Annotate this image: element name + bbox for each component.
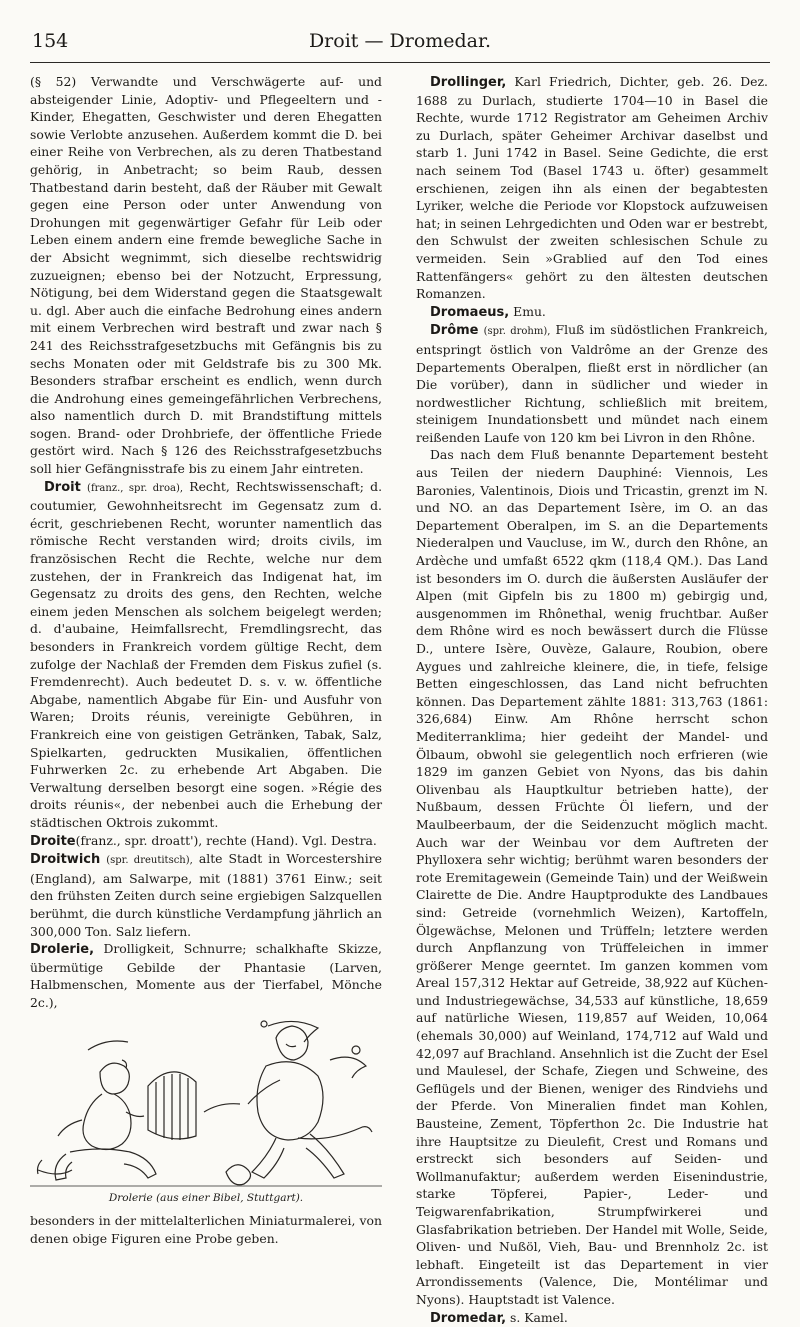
entry-dromedar (416, 1309, 768, 1327)
entry-drolerie-text: Drolligkeit, Schnurre; schalkhafte Skizze, übermütige Gebilde der Phantasie (Larven, Halbmenschen, Momente aus der Tierfabel, Mönche 2c.), (30, 941, 382, 1010)
entry-drolerie-continuation: besonders in der mittelalterlichen Miniaturmalerei, von denen obige Figuren eine Probe geben. (30, 1213, 382, 1246)
running-head: Droit — Dromedar. (308, 30, 492, 52)
headword-drolerie: Drolerie, (30, 942, 95, 958)
entry-droit (30, 478, 382, 832)
pronunciation-drome: (spr. drohm), (483, 326, 551, 338)
entry-drohung-continuation: (§ 52) Verwandte und Verschwägerte auf- und absteigender Linie, Adoptiv- und Pflegeeltern und -Kinder, Ehegatten, Geschwister und deren Ehegatten sowie Verlobte anzusehen. Außerdem kommt die D. bei einer Reihe von Verbrechen, als zu deren Thatbestand gehörig, in Anbetracht; so beim Raub, dessen Thatbestand darin besteht, daß der Räuber mit Gewalt gegen eine Person oder unter Anwendung von Drohungen mit gegenwärtiger Gefahr für Leib oder Leben einem andern eine fremde bewegliche Sache in der Absicht wegnimmt, sich dieselbe rechtswidrig zuzueignen; ebenso bei der Notzucht, Erpressung, Nötigung, bei dem Widerstand gegen die Staatsgewalt u. dgl. Aber auch die einfache Bedrohung eines andern mit einem Verbrechen wird bestraft und zwar nach § 241 des Reichsstrafgesetzbuchs mit Gefängnis bis zu sechs Monaten oder mit Geldstrafe bis zu 300 Mk. Besonders strafbar erscheint es endlich, wenn durch die Androhung eines gemeingefährlichen Verbrechens, also namentlich durch D. mit Brandstiftung mittels sogen. Brand- oder Drohbriefe, der öffentliche Friede gestört wird. Nach § 126 des Reichsstrafgesetzbuchs soll hier Gefängnisstrafe bis zu einem Jahr eintreten. (30, 74, 382, 477)
entry-droitwich-text: alte Stadt in Worcestershire (England), am Salwarpe, mit (1881) 3761 Einw.; seit den frühsten Zeiten durch seine ergiebigen Salzquellen berühmt, die durch künstliche Verdampfung jährlich an 300,000 Ton. Salz liefern. (30, 851, 382, 939)
headword-dromedar: Dromedar, (430, 1310, 507, 1326)
headword-dromaeus: Dromaeus, (430, 304, 510, 320)
pronunciation-droitwich: (spr. dreutitsch), (106, 855, 193, 867)
drolerie-illustration (30, 1020, 382, 1192)
entry-dromaeus (416, 303, 768, 322)
entry-dromaeus-text: Emu. (513, 303, 546, 319)
left-column (30, 73, 382, 1011)
page-number: 154 (32, 30, 69, 52)
right-column (416, 73, 768, 1327)
entry-dromedar-text: s. Kamel. (509, 1309, 568, 1325)
entry-drollinger-text: Karl Friedrich, Dichter, geb. 26. Dez. 1688 zu Durlach, studierte 1704—10 in Basel die Rechte, wurde 1712 Registrator am Geheimen Archiv zu Durlach, später Geheimer Archivar daselbst und starb 1. Juni 1742 in Basel. Seine Gedichte, die erst nach seinem Tod (Basel 1743 u. öfter) gesammelt erschienen, zeigen ihn als einen der begabtesten Lyriker, welche die Periode vor Klopstock aufzuweisen hat; in seinen Lehrgedichten und Oden war er bestrebt, den Schwulst der zweiten schlesischen Schule zu vermeiden. Sein »Grablied auf den Tod eines Rattenfängers« gehört zu den ältesten deutschen Romanzen. (416, 74, 768, 302)
entry-droite (30, 832, 382, 851)
entry-drome (416, 321, 768, 446)
headword-droit: Droit (44, 479, 81, 495)
entry-droite-text: (franz., spr. droatt'), rechte (Hand). Vgl. Destra. (75, 832, 377, 848)
headword-droitwich: Droitwich (30, 852, 101, 868)
pronunciation-droit: (franz., spr. droa), (87, 482, 184, 494)
entry-drome-text: Fluß im südöstlichen Frankreich, entspringt östlich von Valdrôme an der Grenze des Departements Oberalpen, fließt erst in nördlicher (an Die vorüber), dann in südlicher und wieder in nordwestlicher Richtung, schließlich mit breitem, steinigem Inundationsbett und mündet nach einem reißenden Laufe von 120 km bei Livron in den Rhône. (416, 322, 768, 445)
headword-drollinger: Drollinger, (430, 75, 507, 90)
headword-droite: Droite (30, 833, 76, 849)
entry-droit-text: Recht, Rechtswissenschaft; d. coutumier, Gewohnheitsrecht im Gegensatz zum d. écrit, geschriebenen Recht, worunter namentlich das römische Recht verstanden wird; droits civils, im französischen Recht die Rechte, welche nur dem zustehen, der in Frankreich das Indigenat hat, im Gegensatz zu droits des gens, den Rechten, welche einem jeden Menschen als solchem beigelegt werden; d. d'aubaine, Heimfallsrecht, Fremdlingsrecht, das besonders in Frankreich vordem gültige Recht, dem zufolge der Nachlaß der Fremden dem Fiskus zufiel (s. Fremdenrecht). Auch bedeutet D. s. v. w. öffentliche Abgabe, namentlich Abgabe für Ein- und Ausfuhr von Waren; Droits réunis, vereinigte Gebühren, in Frankreich eine von geistigen Getränken, Tabak, Salz, Spielkarten, gedruckten Musikalien, öffentlichen Fuhrwerken 2c. zu erhebende Art Abgaben. Die Verwaltung derselben besorgt eine sogen. »Régie des droits réunis«, der nebenbei auch die Erhebung der städtischen Oktrois zukommt. (30, 478, 383, 830)
headword-drome: Drôme (430, 323, 479, 339)
figure-caption: Drolerie (aus einer Bibel, Stuttgart). (108, 1192, 304, 1204)
entry-droitwich (30, 850, 382, 940)
entry-drome-departement: Das nach dem Fluß benannte Departement besteht aus Teilen der niedern Dauphiné: Viennois, Les Baronies, Valentinois, Diois und Tricastin, grenzt im N. und NO. an das Departement Isère, im O. an das Departement Oberalpen, im S. an die Departements Niederalpen und Vaucluse, im W., durch den Rhône, an Ardèche und umfaßt 6522 qkm (118,4 QM.). Das Land ist besonders im O. durch die äußersten Ausläufer der Alpen (mit Gipfeln bis zu 1800 m) gebirgig und, ausgenommen im Rhônethal, wenig fruchtbar. Außer dem Rhône wird es noch bewässert durch die Flüsse D., untere Isère, Ouvèze, Galaure, Roubion, obere Aygues und zahlreiche kleinere, die, in tiefe, felsige Betten eingeschlossen, das Land nicht befruchten können. Das Departement zählte 1881: 313,763 (1861: 326,684) Einw. Am Rhône herrscht schon Mediterranklima; hier gedeiht der Mandel- und Ölbaum, obwohl sie gelegentlich noch erfrieren (wie 1829 im ganzen Gebiet von Nyons, das bis dahin Olivenbau als Hauptkultur betrieben hatte), der Nußbaum, dessen Früchte Öl liefern, und der Maulbeerbaum, der die Seidenzucht möglich macht. Auch war der Weinbau vor dem Auftreten der Phylloxera sehr wichtig; berühmt waren besonders der rote Eremitagewein (Gemeinde Tain) und der Weißwein Clairette de Die. Andre Hauptprodukte des Landbaues sind: Getreide (vornehmlich Weizen), Kartoffeln, Ölgewächse, Melonen und Trüffeln; letztere werden durch Anpflanzung von Trüffeleichen in immer größerer Menge geerntet. Im ganzen kommen vom Areal 157,312 Hektar auf Getreide, 38,922 auf Küchen- und Industriegewächse, 34,533 auf künstliche, 18,659 auf natürliche Wiesen, 119,857 auf Weiden, 10,064 (ehemals 30,000) auf Weinland, 174,712 auf Wald und 42,097 auf Brachland. Ansehnlich ist die Zucht der Esel und Maulesel, der Schafe, Ziegen und Schweine, des Geflügels und der Bienen, weniger des Rindviehs und der Pferde. Von Mineralien findet man Kohlen, Bausteine, Zement, Töpferthon 2c. Die Industrie hat ihre Hauptsitze zu Dieulefit, Crest und Romans und erstreckt sich besonders auf Seiden- und Wollmanufaktur; außerdem werden Eisenindustrie, starke Töpferei, Papier-, Leder- und Teigwarenfabrikation, Strumpfwirkerei und Glasfabrikation betrieben. Der Handel mit Wolle, Seide, Oliven- und Nußöl, Vieh, Bau- und Brennholz 2c. ist lebhaft. Eingeteilt ist das Departement in vier Arrondissements (Valence, Die, Montélimar und Nyons). Hauptstadt ist Valence. (416, 447, 768, 1307)
page-header (30, 28, 770, 63)
entry-drolerie (30, 940, 382, 1011)
entry-drollinger (416, 73, 768, 303)
